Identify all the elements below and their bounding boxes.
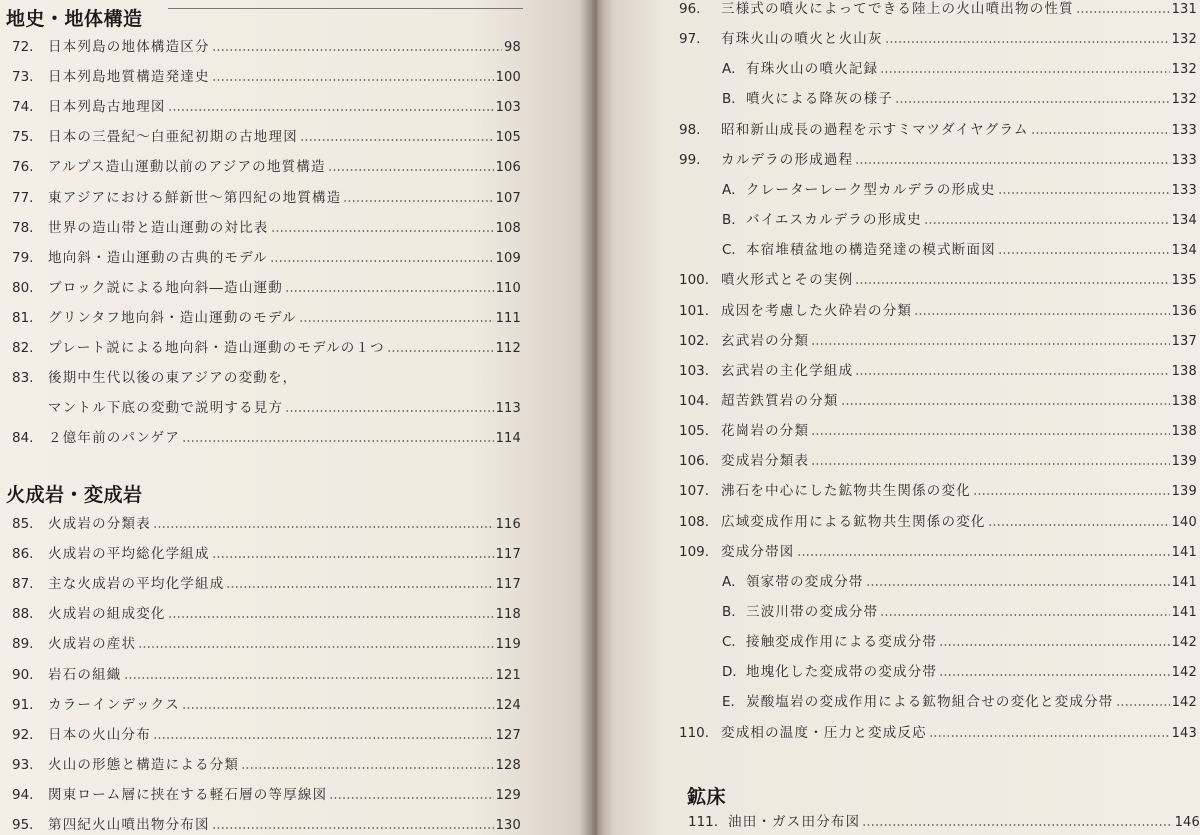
entry-number: 106. xyxy=(679,453,710,469)
entry-title: 日本列島の地体構造区分 xyxy=(48,39,210,55)
dot-leader xyxy=(300,139,494,141)
entry-number: 76. xyxy=(12,159,34,175)
entry-number: 104. xyxy=(679,393,710,409)
entry-number: 110. xyxy=(679,725,710,741)
toc-subentry xyxy=(722,211,1197,229)
entry-title: 玄武岩の分類 xyxy=(721,333,810,349)
entry-page-number: 139 xyxy=(1171,484,1197,499)
entry-page-number: 109 xyxy=(495,251,521,266)
entry-number: 81. xyxy=(12,310,34,326)
dot-leader xyxy=(138,646,493,648)
entry-title: 有珠火山の噴火と火山灰 xyxy=(721,31,883,47)
toc-subentry xyxy=(722,633,1197,651)
entry-title: 有珠火山の噴火記録 xyxy=(746,61,879,77)
toc-entry xyxy=(679,302,1197,320)
dot-leader xyxy=(797,554,1170,556)
toc-entry xyxy=(12,219,521,237)
entry-number: E． xyxy=(722,694,745,710)
toc-entry xyxy=(12,369,521,387)
toc-entry xyxy=(12,98,521,116)
entry-page-number: 132 xyxy=(1171,32,1197,47)
entry-title: グリンタフ地向斜・造山運動のモデル xyxy=(48,310,297,326)
entry-title: 主な火成岩の平均化学組成 xyxy=(48,576,225,592)
toc-entry xyxy=(12,515,521,533)
entry-number: 91. xyxy=(12,697,34,713)
toc-subentry xyxy=(722,693,1197,711)
entry-page-number: 142 xyxy=(1171,665,1197,680)
entry-number: 88. xyxy=(12,606,34,622)
entry-title: マントル下底の変動で説明する見方 xyxy=(48,400,284,416)
dot-leader xyxy=(226,586,493,588)
entry-page-number: 138 xyxy=(1171,394,1197,409)
entry-number: 85. xyxy=(12,516,34,532)
entry-number: A． xyxy=(722,574,745,590)
dot-leader xyxy=(862,824,1172,826)
entry-number: 92. xyxy=(12,727,34,743)
toc-entry xyxy=(679,422,1197,440)
entry-number: 111. xyxy=(688,814,719,830)
dot-leader xyxy=(998,252,1170,254)
entry-page-number: 128 xyxy=(495,758,521,773)
dot-leader xyxy=(939,674,1169,676)
entry-title: アルプス造山運動以前のアジアの地質構造 xyxy=(48,159,326,175)
entry-number: 74. xyxy=(12,99,34,115)
entry-page-number: 142 xyxy=(1171,695,1197,710)
dot-leader xyxy=(212,556,494,558)
entry-page-number: 127 xyxy=(495,728,521,743)
toc-entry xyxy=(12,249,521,267)
entry-title: 超苦鉄質岩の分類 xyxy=(721,393,839,409)
toc-subentry xyxy=(722,241,1197,259)
entry-page-number: 130 xyxy=(495,818,521,833)
entry-page-number: 133 xyxy=(1171,153,1197,168)
entry-number: B． xyxy=(722,91,745,107)
dot-leader xyxy=(811,343,1169,345)
entry-number: 96. xyxy=(679,1,701,17)
entry-title: 玄武岩の主化学組成 xyxy=(721,363,854,379)
dot-leader xyxy=(1116,704,1170,706)
entry-title: 日本の火山分布 xyxy=(48,727,151,743)
dot-leader xyxy=(212,49,502,51)
entry-title: クレーターレーク型カルデラの形成史 xyxy=(746,182,996,198)
toc-entry xyxy=(12,545,521,563)
entry-page-number: 133 xyxy=(1171,183,1197,198)
dot-leader xyxy=(1076,11,1170,13)
book-gutter xyxy=(578,0,614,835)
entry-number: 77. xyxy=(12,190,34,206)
entry-title: 岩石の組織 xyxy=(48,667,122,683)
entry-number: 97. xyxy=(679,31,701,47)
dot-leader xyxy=(973,493,1170,495)
entry-title: 三波川帯の変成分帯 xyxy=(746,604,879,620)
toc-entry xyxy=(12,666,521,684)
toc-entry xyxy=(679,332,1197,350)
dot-leader xyxy=(929,735,1170,737)
entry-number: 82. xyxy=(12,340,34,356)
dot-leader xyxy=(241,767,493,769)
entry-page-number: 119 xyxy=(495,637,521,652)
toc-entry xyxy=(12,756,521,774)
entry-number: 75. xyxy=(12,129,34,145)
entry-number: 101. xyxy=(679,303,710,319)
dot-leader xyxy=(271,230,494,232)
section-heading: 火成岩・変成岩 xyxy=(6,484,143,506)
entry-page-number: 103 xyxy=(495,100,521,115)
entry-page-number: 108 xyxy=(495,221,521,236)
toc-entry xyxy=(688,813,1200,831)
toc-subentry xyxy=(722,181,1197,199)
entry-number: C． xyxy=(722,634,745,650)
dot-leader xyxy=(343,200,493,202)
entry-title: 地塊化した変成帯の変成分帯 xyxy=(746,664,938,680)
entry-number: 90. xyxy=(12,667,34,683)
entry-page-number: 114 xyxy=(495,431,521,446)
entry-title: 三様式の噴火によってできる陸上の火山噴出物の性質 xyxy=(721,1,1074,17)
entry-page-number: 105 xyxy=(495,130,521,145)
toc-entry xyxy=(12,635,521,653)
entry-page-number: 98 xyxy=(504,40,521,55)
dot-leader xyxy=(153,737,494,739)
entry-title: 東アジアにおける鮮新世～第四紀の地質構造 xyxy=(48,190,342,206)
entry-page-number: 138 xyxy=(1171,424,1197,439)
entry-number: 94. xyxy=(12,787,34,803)
dot-leader xyxy=(811,433,1169,435)
dot-leader xyxy=(895,101,1170,103)
entry-title: 変成相の温度・圧力と変成反応 xyxy=(721,725,927,741)
dot-leader xyxy=(924,222,1170,224)
dot-leader xyxy=(124,677,494,679)
entry-title: カルデラの形成過程 xyxy=(721,152,854,168)
entry-title: 油田・ガス田分布図 xyxy=(728,814,861,830)
toc-entry xyxy=(679,362,1197,380)
dot-leader xyxy=(153,526,494,528)
entry-title: 火成岩の分類表 xyxy=(48,516,151,532)
dot-leader xyxy=(841,403,1170,405)
entry-number: 87. xyxy=(12,576,34,592)
toc-entry xyxy=(12,309,521,327)
entry-page-number: 110 xyxy=(495,281,521,296)
dot-leader xyxy=(168,616,494,618)
section-heading: 鉱床 xyxy=(687,786,727,808)
entry-number: B． xyxy=(722,212,745,228)
entry-number: 80. xyxy=(12,280,34,296)
entry-page-number: 121 xyxy=(495,668,521,683)
toc-entry xyxy=(12,279,521,297)
entry-title: 成因を考慮した火砕岩の分類 xyxy=(721,303,913,319)
dot-leader xyxy=(855,282,1169,284)
entry-number: 72. xyxy=(12,39,34,55)
dot-leader xyxy=(212,79,494,81)
entry-page-number: 113 xyxy=(495,401,521,416)
entry-title: 関東ローム層に挟在する軽石層の等厚線図 xyxy=(48,787,328,803)
toc-entry xyxy=(12,189,521,207)
toc-subentry xyxy=(722,90,1197,108)
entry-title: ブロック説による地向斜―造山運動 xyxy=(48,280,283,296)
entry-title: 日本列島古地理図 xyxy=(48,99,166,115)
entry-page-number: 146 xyxy=(1174,815,1200,830)
entry-page-number: 138 xyxy=(1171,364,1197,379)
dot-leader xyxy=(285,290,494,292)
entry-title: 変成岩分類表 xyxy=(721,453,810,469)
entry-number: A． xyxy=(722,61,745,77)
toc-entry xyxy=(12,399,521,417)
toc-entry xyxy=(679,121,1197,139)
toc-entry xyxy=(679,724,1197,742)
entry-title: 火山の形態と構造による分類 xyxy=(48,757,240,773)
entry-number: 99. xyxy=(679,152,701,168)
dot-leader xyxy=(998,192,1170,194)
entry-page-number: 133 xyxy=(1171,123,1197,138)
toc-entry xyxy=(12,339,521,357)
entry-number: 83. xyxy=(12,370,34,386)
entry-title: 火成岩の産状 xyxy=(48,636,137,652)
entry-title: 噴火形式とその実例 xyxy=(721,272,854,288)
entry-number: 79. xyxy=(12,250,34,266)
entry-page-number: 140 xyxy=(1171,515,1197,530)
entry-number: 105. xyxy=(679,423,710,439)
entry-number: 100. xyxy=(679,272,710,288)
entry-title: 噴火による降灰の様子 xyxy=(746,91,893,107)
entry-title: 広域変成作用による鉱物共生関係の変化 xyxy=(721,514,986,530)
entry-page-number: 142 xyxy=(1171,635,1197,650)
toc-entry xyxy=(679,0,1197,18)
toc-subentry xyxy=(722,573,1197,591)
entry-page-number: 137 xyxy=(1171,334,1197,349)
entry-page-number: 139 xyxy=(1171,454,1197,469)
entry-number: 78. xyxy=(12,220,34,236)
entry-title: 第四紀火山噴出物分布図 xyxy=(48,817,210,833)
toc-entry xyxy=(12,696,521,714)
dot-leader xyxy=(299,320,494,322)
entry-page-number: 131 xyxy=(1171,2,1197,17)
entry-title: 領家帯の変成分帯 xyxy=(746,574,864,590)
dot-leader xyxy=(885,41,1170,43)
entry-page-number: 106 xyxy=(495,160,521,175)
entry-number: 109. xyxy=(679,544,710,560)
entry-title: 本宿堆積盆地の構造発達の模式断面図 xyxy=(746,242,996,258)
entry-title: 沸石を中心にした鉱物共生関係の変化 xyxy=(721,483,971,499)
entry-number: B． xyxy=(722,604,745,620)
entry-title: 接触変成作用による変成分帯 xyxy=(746,634,938,650)
dot-leader xyxy=(880,71,1169,73)
dot-leader xyxy=(328,169,494,171)
dot-leader xyxy=(855,162,1169,164)
entry-page-number: 141 xyxy=(1171,575,1197,590)
dot-leader xyxy=(988,524,1170,526)
entry-number: 98. xyxy=(679,122,701,138)
entry-page-number: 117 xyxy=(495,547,521,562)
toc-entry xyxy=(679,392,1197,410)
entry-number: 86. xyxy=(12,546,34,562)
toc-entry xyxy=(679,151,1197,169)
entry-page-number: 111 xyxy=(495,311,521,326)
entry-page-number: 107 xyxy=(495,191,521,206)
toc-subentry xyxy=(722,663,1197,681)
toc-subentry xyxy=(722,60,1197,78)
toc-entry xyxy=(12,429,521,447)
toc-entry xyxy=(12,128,521,146)
entry-page-number: 129 xyxy=(495,788,521,803)
entry-number: 84. xyxy=(12,430,34,446)
toc-entry xyxy=(679,452,1197,470)
toc-entry xyxy=(12,38,521,56)
entry-page-number: 117 xyxy=(495,577,521,592)
entry-number: 103. xyxy=(679,363,710,379)
entry-number: A． xyxy=(722,182,745,198)
entry-title: 日本の三畳紀～白亜紀初期の古地理図 xyxy=(48,129,298,145)
entry-title: 炭酸塩岩の変成作用による鉱物組合せの変化と変成分帯 xyxy=(746,694,1114,710)
toc-entry xyxy=(12,816,521,834)
entry-number: 102. xyxy=(679,333,710,349)
entry-number: 73. xyxy=(12,69,34,85)
toc-entry xyxy=(679,271,1197,289)
entry-page-number: 143 xyxy=(1171,726,1197,741)
dot-leader xyxy=(168,109,494,111)
dot-leader xyxy=(212,827,494,829)
entry-title: バイエスカルデラの形成史 xyxy=(746,212,922,228)
entry-page-number: 132 xyxy=(1171,92,1197,107)
toc-entry xyxy=(12,68,521,86)
toc-entry xyxy=(12,158,521,176)
dot-leader xyxy=(914,313,1169,315)
entry-page-number: 141 xyxy=(1171,605,1197,620)
entry-page-number: 112 xyxy=(495,341,521,356)
dot-leader xyxy=(939,644,1169,646)
entry-title: ２億年前のパンゲア xyxy=(48,430,181,446)
entry-page-number: 135 xyxy=(1171,273,1197,288)
entry-number: 95. xyxy=(12,817,34,833)
entry-title: プレート説による地向斜・造山運動のモデルの１つ xyxy=(48,340,385,356)
dot-leader xyxy=(329,797,493,799)
toc-entry xyxy=(12,575,521,593)
toc-entry xyxy=(679,543,1197,561)
toc-entry xyxy=(679,513,1197,531)
toc-entry xyxy=(12,786,521,804)
entry-number: 89. xyxy=(12,636,34,652)
entry-page-number: 136 xyxy=(1171,304,1197,319)
entry-title: 後期中生代以後の東アジアの変動を， xyxy=(48,370,298,386)
toc-entry xyxy=(679,482,1197,500)
entry-title: 変成分帯図 xyxy=(721,544,795,560)
top-rule xyxy=(168,8,523,9)
entry-title: 火成岩の組成変化 xyxy=(48,606,166,622)
entry-page-number: 132 xyxy=(1171,62,1197,77)
dot-leader xyxy=(387,350,494,352)
entry-number: D． xyxy=(722,664,746,680)
entry-title: 花崗岩の分類 xyxy=(721,423,810,439)
dot-leader xyxy=(270,260,494,262)
entry-page-number: 134 xyxy=(1171,213,1197,228)
dot-leader xyxy=(1031,132,1170,134)
entry-title: 昭和新山成長の過程を示すミマツダイヤグラム xyxy=(721,122,1029,138)
dot-leader xyxy=(855,373,1169,375)
toc-subentry xyxy=(722,603,1197,621)
entry-title: 世界の造山帯と造山運動の対比表 xyxy=(48,220,269,236)
entry-title: 日本列島地質構造発達史 xyxy=(48,69,210,85)
section-heading: 地史・地体構造 xyxy=(6,8,143,30)
toc-entry xyxy=(12,726,521,744)
entry-page-number: 118 xyxy=(495,607,521,622)
entry-page-number: 116 xyxy=(495,517,521,532)
toc-entry xyxy=(12,605,521,623)
entry-page-number: 100 xyxy=(495,70,521,85)
dot-leader xyxy=(880,614,1169,616)
entry-number: 93. xyxy=(12,757,34,773)
right-page xyxy=(592,0,1200,835)
toc-entry xyxy=(679,30,1197,48)
entry-page-number: 134 xyxy=(1171,243,1197,258)
left-page xyxy=(0,0,592,835)
dot-leader xyxy=(182,440,494,442)
entry-title: 火成岩の平均総化学組成 xyxy=(48,546,210,562)
dot-leader xyxy=(866,584,1170,586)
dot-leader xyxy=(182,707,494,709)
dot-leader xyxy=(285,410,493,412)
entry-number: C． xyxy=(722,242,745,258)
entry-title: 地向斜・造山運動の古典的モデル xyxy=(48,250,268,266)
entry-page-number: 141 xyxy=(1171,545,1197,560)
entry-number: 108. xyxy=(679,514,710,530)
dot-leader xyxy=(811,463,1169,465)
entry-title: カラーインデックス xyxy=(48,697,180,713)
entry-page-number: 124 xyxy=(495,698,521,713)
entry-number: 107. xyxy=(679,483,710,499)
